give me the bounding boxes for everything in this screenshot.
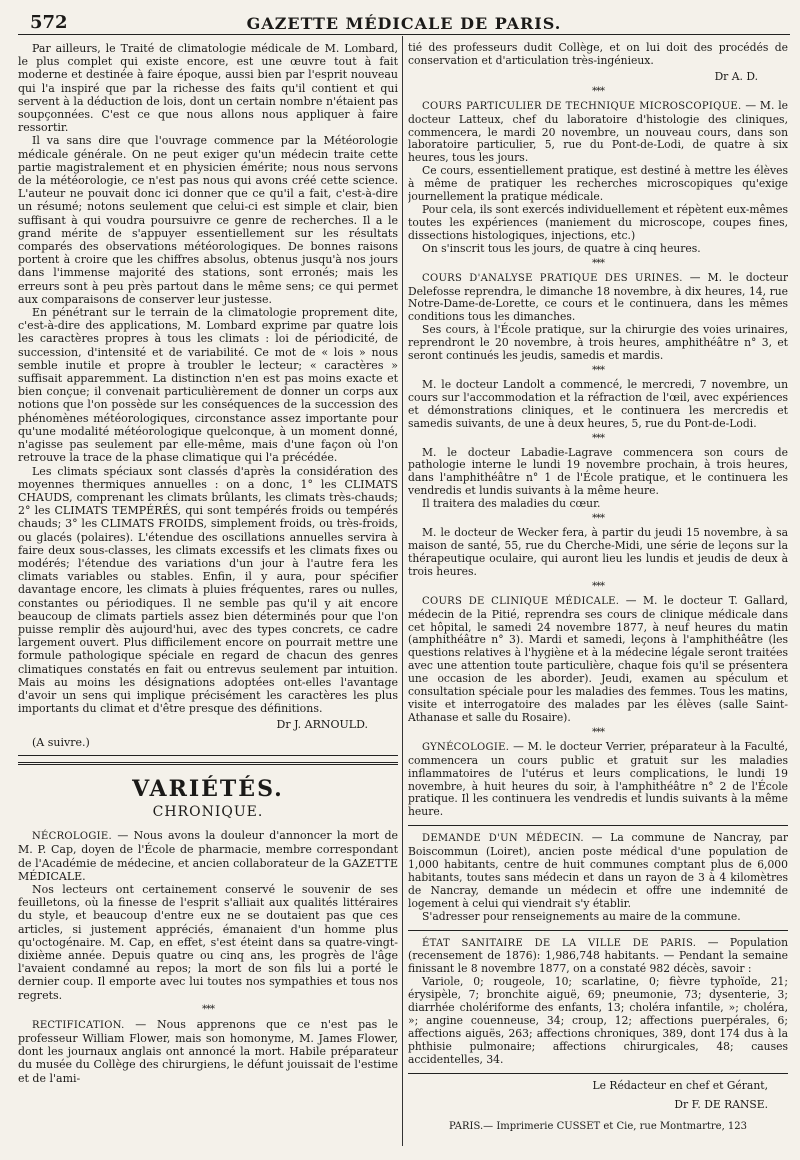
notice-paragraph bbox=[408, 937, 788, 977]
author-signature: Dr J. ARNOULD. bbox=[276, 718, 368, 732]
paragraph: M. le docteur Labadie-Lagrave commencera son cours de pathologie interne le lundi 19 novembre prochain, à trois heures, dans l'amphithéâtre n° 1 de l'École pratique, et le continuera les vendredis et lundis suivants à la même heure. bbox=[408, 445, 788, 498]
asterism: *** bbox=[592, 432, 604, 444]
page-number: 572 bbox=[30, 12, 68, 33]
item-label: GYNÉCOLOGIE. bbox=[422, 741, 510, 753]
paragraph: En pénétrant sur le terrain de la climatologie proprement dite, c'est-à-dire des applications, M. Lombard exprime par quatre lois les caractères propres à tous les climats : loi de périodicité, de succession, d'intensité et de variabilité. Ce mot de « lois » nous semble inutile et propre à troubler le lecteur; « caractères » suffisait apparemment. La distinction n'en est pas moins exacte et bien conçue; il convenait particulièrement de donner un corps aux notions que l'on possède sur les conséquences de la succession des phénomènes météorologiques, circonstance assez importante pour qu'une modalité météorologique quelconque, à un moment donné, n'agisse pas seulement par elle-même, mais d'une façon où l'on retrouve la trace de la phase climatique qui l'a précédée. bbox=[18, 306, 398, 465]
paragraph: tié des professeurs dudit Collège, et on lui doit des procédés de conservation et d'articulation très-ingénieux. bbox=[408, 42, 788, 67]
paragraph: Il va sans dire que l'ouvrage commence par la Météorologie médicale générale. On ne peut exiger qu'un médecin traite cette partie magistralement et en physicien émérite; nous nous servons de la météorologie, ce n'est pas nous qui avons créé cette science. L'auteur ne pouvait donc ici donner que ce qu'il a fait, c'est-à-dire un résumé; notons seulement que celui-ci est simple et clair, bien suffisant à qui voudra poursuivre ce genre de recherches. Il a le grand mérite de s'appuyer essentiellement sur les résultats comparés des observations météorologiques. De bonnes raisons portent à croire que les chiffres absolus, obtenus jusqu'à nos jours dans l'immense majorité des stations, sont erronés; mais les erreurs sont à peu près partout dans le même sens; ce qui permet aux comparaisons de conserver leur justesse. bbox=[18, 134, 398, 306]
item-text: — M. le docteur Latteux, chef du laboratoire d'histologie des cliniques, commencera, le mardi 20 novembre, un nouveau cours, dans son laboratoire particulier, 5, rue du Pont-de-Lodi, de quatre à six heures, tous les jours. bbox=[408, 98, 788, 165]
right-column bbox=[408, 42, 788, 1150]
notice-paragraph bbox=[408, 595, 788, 725]
paragraph: Il traitera des maladies du cœur. bbox=[422, 497, 601, 511]
paragraph: M. le docteur de Wecker fera, à partir du jeudi 15 novembre, à sa maison de santé, 55, rue du Cherche-Midi, une série de leçons sur la thérapeutique oculaire, qui auront lieu les lundis et jeudis de deux à trois heures. bbox=[408, 526, 788, 578]
section-title: VARIÉTÉS. bbox=[132, 775, 284, 802]
editor-name: Dr F. DE RANSE. bbox=[674, 1097, 768, 1111]
paragraph: Variole, 0; rougeole, 10; scarlatine, 0; fièvre typhoïde, 21; érysipèle, 7; bronchite aiguë, 69; pneumonie, 73; dysenterie, 3; diarrhée cholériforme des enfants, 13; choléra infantile, »; choléra, »; angine couenneuse, 34; croup, 12; affections puerpérales, 6; affections aiguës, 263; affections chroniques, 389, dont 174 dus à la phthisie pulmonaire; affections chirurgicales, 48; causes accidentelles, 34. bbox=[408, 975, 788, 1066]
author-signature: Dr A. D. bbox=[714, 69, 758, 83]
section-rule bbox=[408, 1073, 788, 1074]
correction-paragraph bbox=[18, 1018, 398, 1085]
subsection-title: CHRONIQUE. bbox=[152, 803, 264, 820]
notice-paragraph bbox=[408, 100, 788, 166]
notice-paragraph bbox=[408, 832, 788, 910]
paragraph: Pour cela, ils sont exercés individuellement et répètent eux-mêmes toutes les expériences (maniement du microscope, coupes fines, dissections histologiques, injections, etc.) bbox=[408, 202, 788, 242]
printer-imprint: PARIS.— Imprimerie CUSSET et Cie, rue Montmartre, 123 bbox=[448, 1121, 748, 1133]
editor-title: Le Rédacteur en chef et Gérant, bbox=[592, 1078, 768, 1092]
paragraph: Nos lecteurs ont certainement conservé le souvenir de ses feuilletons, où la finesse de l'esprit s'alliait aux qualités littéraires du style, et beaucoup d'entre eux ne se doutaient pas que ces articles, si justement appréciés, émanaient d'un homme plus qu'octogénaire. M. Cap, en effet, s'est éteint dans sa quatre-vingt-dixième année. Depuis quatre ou cinq ans, les progrès de l'âge l'avaient condamné au repos; la mort de son fils lui a porté le dernier coup. Il emporte avec lui toutes nos sympathies et tous nos regrets. bbox=[18, 882, 398, 1002]
paragraph: Ce cours, essentiellement pratique, est destiné à mettre les élèves à même de pratiquer les recherches microscopiques qu'exige journellement la pratique médicale. bbox=[408, 164, 788, 204]
paragraph: Les climats spéciaux sont classés d'après la considération des moyennes thermiques annuelles : on a donc, 1° les CLIMATS CHAUDS, comprenant les climats brûlants, les climats très-chauds; 2° les CLIMATS TEMPÉRÉS, qui sont tempérés froids ou tempérés chauds; 3° les CLIMATS FROIDS, simplement froids, ou très-froids, ou glacés (polaires). L'étendue des oscillations annuelles servira à faire deux sous-classes, les climats excessifs et les climats fixes ou modérés; l'étendue des variations d'un jour à l'autre fera les climats variables ou stables. Enfin, il y aura, pour spécifier davantage encore, les climats à pluies fréquentes, rares ou nulles, constantes ou périodiques. Il ne semble pas qu'il y ait encore beaucoup de climats partiels assez bien déterminés pour que l'on puisse remplir dès aujourd'hui, avec des types concrets, ce cadre largement ouvert. Plus difficilement encore on pourrait mettre une formule pathologique spéciale en regard de chacun des genres climatiques constatés en fait ou entrevus seulement par intuition. Mais au moins les désignations adoptées ont-elles l'avantage d'avoir un sens qui implique précisément les caractères les plus importants du climat et d'être presque des définitions. bbox=[18, 464, 398, 716]
asterism: *** bbox=[592, 580, 604, 592]
journal-title: GAZETTE MÉDICALE DE PARIS. bbox=[246, 14, 562, 33]
item-text: — Nous avons la douleur d'annoncer la mort de M. P. Cap, doyen de l'École de pharmacie, membre correspondant de l'Académie de médecine, et ancien collaborateur de la GAZETTE MÉDICALE. bbox=[18, 829, 398, 883]
item-label: COURS DE CLINIQUE MÉDICALE. bbox=[422, 595, 620, 607]
section-rule bbox=[18, 755, 398, 756]
asterism: *** bbox=[592, 513, 604, 525]
section-rule bbox=[408, 825, 788, 826]
notice-paragraph bbox=[408, 741, 788, 819]
item-text: — M. le docteur T. Gallard, médecin de la Pitié, reprendra ses cours de clinique médicale dans cet hôpital, le samedi 24 novembre 1877, à neuf heures du matin (amphithéâtre n° 3). Mardi et samedi, leçons à l'amphithéâtre (les questions relatives à l'hygiène et à la médecine légale seront traitées avec une attention toute particulière, chaque fois qu'il se présentera une occasion de les aborder). Jeudi, examen au spéculum et consultation spéciale pour les maladies des femmes. Tous les matins, visite et interrogatoire des malades par les élèves (salle Saint-Athanase et salle du Rosaire). bbox=[408, 593, 788, 724]
item-text: — M. le docteur Delefosse reprendra, le dimanche 18 novembre, à dix heures, 14, rue Notre-Dame-de-Lorette, ce cours et le continuera, dans les mêmes conditions tous les dimanches. bbox=[408, 270, 788, 324]
section-rule bbox=[408, 930, 788, 931]
item-text: — Population (recensement de 1876): 1,986,748 habitants. — Pendant la semaine finissant le 8 novembre 1877, on a constaté 982 décès, savoir : bbox=[408, 935, 788, 976]
asterism: *** bbox=[202, 1003, 214, 1015]
paragraph: S'adresser pour renseignements au maire de la commune. bbox=[422, 909, 741, 923]
paragraph: M. le docteur Landolt a commencé, le mercredi, 7 novembre, un cours sur l'accommodation et la réfraction de l'œil, avec expériences et démonstrations cliniques, et le continuera les mercredis et samedis suivants, de une à deux heures, 5, rue du Pont-de-Lodi. bbox=[408, 377, 788, 430]
to-be-continued: (A suivre.) bbox=[32, 735, 90, 749]
item-text: — Nous apprenons que ce n'est pas le professeur William Flower, mais son homonyme, M. James Flower, dont les journaux anglais ont annoncé la mort. Habile préparateur du musée du Collège des chirurgiens, le défunt jouissait de l'estime et de l'ami- bbox=[18, 1017, 398, 1085]
section-double-rule bbox=[18, 762, 398, 765]
item-text: — M. le docteur Verrier, préparateur à la Faculté, commencera un cours public et gratuit sur les maladies inflammatoires de l'utérus et leurs complications, le lundi 19 novembre, à huit heures du soir, à l'amphithéâtre n° 2 de l'École pratique. Il les continuera les vendredis et lundis suivants à la même heure. bbox=[408, 739, 788, 819]
paragraph: On s'inscrit tous les jours, de quatre à cinq heures. bbox=[422, 241, 701, 255]
obituary-paragraph bbox=[18, 829, 398, 883]
item-label: COURS D'ANALYSE PRATIQUE DES URINES. bbox=[422, 272, 683, 284]
item-label: RECTIFICATION. bbox=[32, 1019, 125, 1031]
item-label: NÉCROLOGIE. bbox=[32, 831, 112, 843]
item-text: — La commune de Nancray, par Boiscommun (Loiret), ancien poste médical d'une population de 1,000 habitants, centre de huit communes comptant plus de 6,000 habitants, toutes sans médecin et dans un rayon de 3 à 4 kilomètres de Nancray, demande un médecin et offre une indemnité de logement à celui qui viendrait s'y établir. bbox=[408, 831, 788, 910]
paragraph: Ses cours, à l'École pratique, sur la chirurgie des voies urinaires, reprendront le 20 novembre, à trois heures, amphithéâtre n° 3, et seront continués les jeudis, samedis et mardis. bbox=[408, 323, 788, 363]
item-label: ÉTAT SANITAIRE DE LA VILLE DE PARIS. bbox=[422, 937, 697, 949]
left-column bbox=[18, 42, 398, 1150]
item-label: COURS PARTICULIER DE TECHNIQUE MICROSCOPIQUE. bbox=[422, 100, 742, 112]
asterism: *** bbox=[592, 364, 604, 376]
paragraph: Par ailleurs, le Traité de climatologie médicale de M. Lombard, le plus complet qui existe encore, est une œuvre tout à fait moderne et destinée à faire époque, aussi bien par l'esprit nouveau qui l'a inspiré que par la richesse des faits qu'il contient et qui servent à la déduction de lois, dont un certain nombre n'étaient pas soupçonnées. C'est ce que nous allons nous appliquer à faire ressortir. bbox=[18, 42, 398, 135]
column-divider bbox=[402, 36, 403, 1146]
asterism: *** bbox=[592, 85, 604, 97]
asterism: *** bbox=[592, 257, 604, 269]
asterism: *** bbox=[592, 726, 604, 738]
item-label: DEMANDE D'UN MÉDECIN. bbox=[422, 833, 584, 845]
page-header bbox=[18, 6, 790, 35]
notice-paragraph bbox=[408, 272, 788, 325]
